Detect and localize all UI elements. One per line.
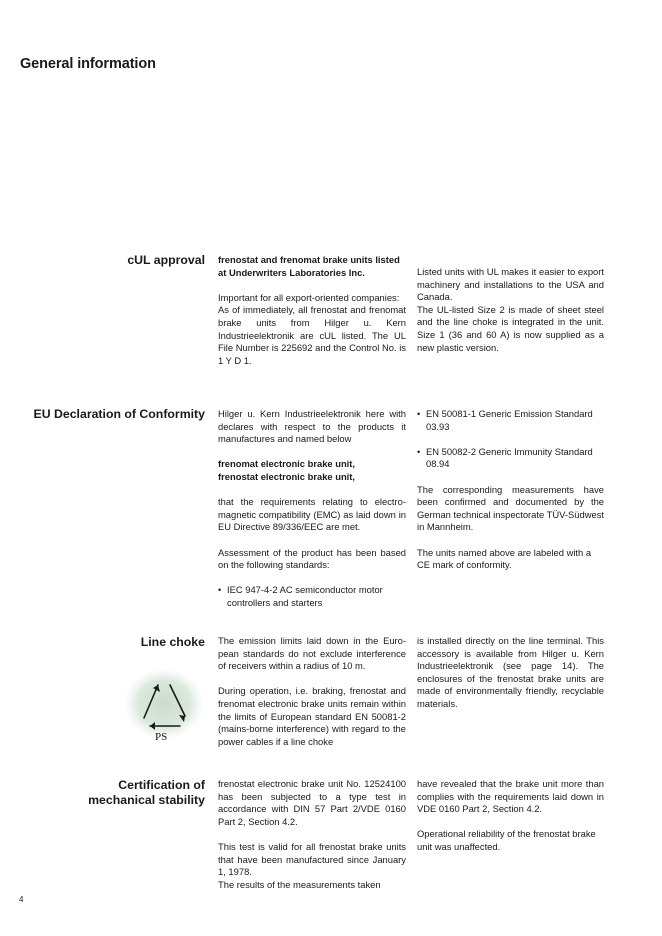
eu-standard-emission: EN 50081-1 Generic Emission Standard 03.93 [426, 408, 593, 432]
cul-left-column [218, 254, 406, 367]
eu-product-frenomat: frenomat electronic brake unit, [218, 458, 356, 470]
cul-right-column [417, 266, 604, 354]
bullet-icon: • [218, 584, 222, 596]
choke-left-column [218, 635, 406, 748]
section-heading-cul-approval: cUL approval [127, 253, 205, 267]
page-number: 4 [19, 895, 24, 904]
eu-paragraph: Hilger u. Kern Industrieelektronik here with declares with respect to the products it manufactures and named below [218, 408, 406, 445]
eu-standard-immunity: EN 50082-2 Generic Immunity Standard 08.94 [426, 445, 593, 470]
bullet-icon: • [417, 408, 421, 419]
cul-lead-line-1: frenostat and frenomat brake units listed [218, 254, 400, 265]
cul-paragraph: Listed units with UL makes it easier to export machinery and installations to the USA and Canada. [417, 266, 604, 303]
bullet-icon: • [417, 445, 421, 457]
section-heading-eu-declaration: EU Declaration of Conformity [33, 407, 205, 421]
logo-text: PS [155, 731, 168, 743]
cert-right-column [417, 778, 604, 854]
cul-paragraph: Important for all export-oriented companies: [218, 291, 400, 303]
cul-lead [218, 254, 406, 279]
eu-product-frenostat: frenostat electronic brake unit, [218, 470, 356, 482]
cert-paragraph: Operational reliability of the frenostat brake unit was unaffected. [417, 828, 596, 852]
eu-standard-bullet [417, 408, 604, 433]
cert-left-column [218, 778, 406, 891]
eu-product-list [218, 458, 406, 483]
choke-paragraph: The emission limits laid down in the European standards do not exclude interference of receivers within a radius of 10 m. [218, 635, 406, 672]
eu-paragraph: Assessment of the product has been based on the following standards: [218, 546, 406, 571]
page-title: General information [20, 56, 156, 72]
cert-paragraph: frenostat electronic brake unit No. 12524100 has been subjected to a type test in accordance with DIN 57 Part 2/VDE 0160 Part 2, Section 4.2. [218, 778, 406, 827]
eu-left-column [218, 408, 406, 610]
choke-paragraph: During operation, i.e. braking, frenostat and frenomat electronic brake units remain within the limits of European standard EN 50081-2 (mains-borne interference) with regard to the power cables if a line choke [218, 685, 406, 747]
certification-heading-line-2: mechanical stability [88, 793, 205, 807]
eu-right-column [417, 408, 604, 572]
eu-paragraph: that the requirements relating to electromagnetic compatibility (EMC) as laid down in EU Directive 89/336/EEC are met. [218, 496, 406, 533]
certification-heading-line-1: Certification of [118, 778, 205, 792]
cert-paragraph: have revealed that the brake unit more than complies with the requirements laid down in VDE 0160 Part 2, Section 4.2. [417, 778, 604, 815]
cul-paragraph: As of immediately, all frenostat and frenomat brake units from Hilger u. Kern Industrieelektronik are cUL listed. The UL File Number is 225692 and the Control No. is 1 Y D 1. [218, 304, 406, 366]
choke-right-column [417, 635, 604, 711]
section-heading-line-choke: Line choke [140, 635, 205, 649]
choke-paragraph: is installed directly on the line terminal. This accessory is available from Hilger u. Kern Industrieelektronik (see page 14). The enclosures of the frenostat brake units are made of environmentally friendly, recyclable materials. [417, 635, 604, 709]
eu-paragraph: The corresponding measurements have been confirmed and documented by the German technical inspectorate TÜV-Südwest in Mannheim. [417, 483, 604, 533]
cert-paragraph: The results of the measurements taken [218, 878, 381, 890]
recycling-logo [124, 668, 204, 744]
cert-paragraph: This test is valid for all frenostat brake units that have been manufactured since January 1, 1978. [218, 840, 406, 878]
cul-lead-line-2: at Underwriters Laboratories Inc. [218, 266, 365, 278]
section-heading-certification [5, 778, 205, 808]
cul-paragraph: The UL-listed Size 2 is made of sheet steel and the line choke is integrated in the unit. Size 1 (36 and 60 A) is now supplied as a new plastic version. [417, 303, 604, 353]
eu-standard-iec: IEC 947-4-2 AC semiconductor motor controllers and starters [227, 584, 383, 608]
eu-standard-bullet [417, 446, 604, 471]
logo-background [124, 668, 204, 740]
eu-paragraph: The units named above are labeled with a CE mark of conformity. [417, 546, 592, 571]
eu-standard-bullet [218, 584, 406, 609]
